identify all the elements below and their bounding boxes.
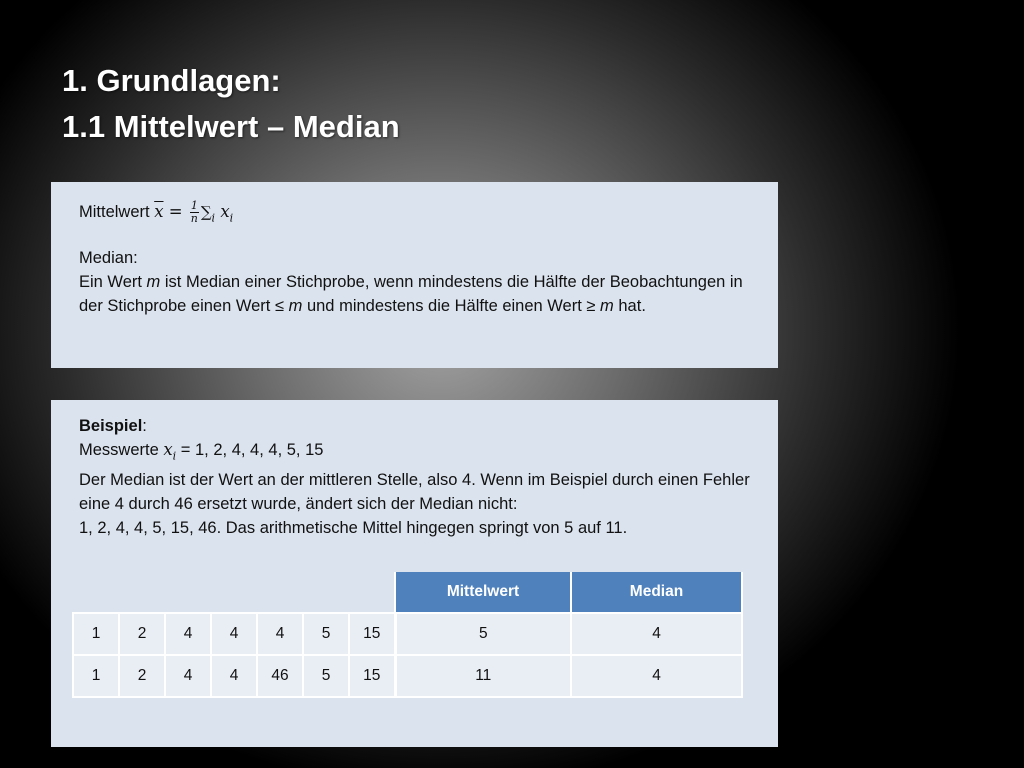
median-m-2: m [288, 297, 303, 316]
sum-symbol: ∑ [200, 203, 212, 221]
example-heading-text: Beispiel [79, 417, 143, 435]
median-cell: 4 [571, 655, 742, 697]
table-row [73, 655, 742, 697]
mean-formula [154, 199, 234, 225]
table-cell: 46 [257, 655, 303, 697]
median-text-1: Ein Wert [79, 273, 147, 292]
mean-definition [79, 200, 750, 230]
values-label: Messwerte [79, 441, 164, 459]
fraction-denominator: n [190, 212, 198, 225]
table-cell: 15 [349, 655, 395, 697]
mean-cell: 5 [395, 613, 571, 655]
table-cell: 1 [73, 655, 119, 697]
table-cell: 4 [211, 613, 257, 655]
sum-term-index: i [229, 211, 234, 225]
median-heading: Median: [79, 249, 138, 268]
slide-title-line-2: 1.1 Mittelwert – Median [62, 109, 400, 144]
slide-title-line-1: 1. Grundlagen: [62, 63, 281, 98]
table-cell: 1 [73, 613, 119, 655]
median-text-2: ist Median einer Stichprobe, wenn mindestens die Hälfte der Beobachtungen in der Stichprobe einen Wert ≤ [79, 273, 743, 316]
table-cell: 4 [165, 613, 211, 655]
table-cell: 4 [211, 655, 257, 697]
median-m-1: m [146, 273, 161, 292]
example-explanation: Der Median ist der Wert an der mittleren Stelle, also 4. Wenn im Beispiel durch einen Fehler eine 4 durch 46 ersetzt wurde, ändert sich der Median nicht: [79, 471, 750, 514]
table-cell: 2 [119, 613, 165, 655]
slide-title [62, 58, 400, 150]
example-heading-colon: : [142, 417, 147, 435]
median-m-3: m [600, 297, 614, 316]
median-text-3: und mindestens die Hälfte einen Wert ≥ [302, 297, 601, 316]
values-index: i [172, 449, 177, 463]
definition-panel [51, 182, 778, 368]
mean-fraction [190, 200, 199, 225]
example-heading [79, 414, 750, 438]
table-row [73, 613, 742, 655]
mean-symbol: $\overline{x}$ [154, 202, 164, 221]
comparison-table [72, 572, 743, 698]
example-explanation-2: 1, 2, 4, 4, 5, 15, 46. Das arithmetische Mittel hingegen springt von 5 auf 11. [79, 519, 628, 538]
sum-index: i [211, 211, 216, 225]
table-header-row [73, 572, 742, 613]
example-values [79, 438, 750, 468]
values-list: = 1, 2, 4, 4, 4, 5, 15 [176, 441, 324, 459]
table-cell: 2 [119, 655, 165, 697]
median-text-4: hat. [613, 297, 646, 316]
sum-term: x [220, 202, 230, 221]
fraction-numerator: 1 [190, 199, 198, 212]
table-cell: 5 [303, 655, 349, 697]
table-header-spacer [73, 572, 395, 613]
values-variable: x [163, 440, 173, 459]
table-cell: 4 [165, 655, 211, 697]
table-cell: 5 [303, 613, 349, 655]
mean-cell: 11 [395, 655, 571, 697]
header-mittelwert: Mittelwert [395, 572, 571, 613]
mean-equals: = [168, 202, 183, 221]
table-cell: 15 [349, 613, 395, 655]
header-median: Median [571, 572, 742, 613]
mean-label: Mittelwert [79, 203, 150, 221]
table-cell: 4 [257, 613, 303, 655]
median-cell: 4 [571, 613, 742, 655]
median-definition [79, 270, 750, 318]
